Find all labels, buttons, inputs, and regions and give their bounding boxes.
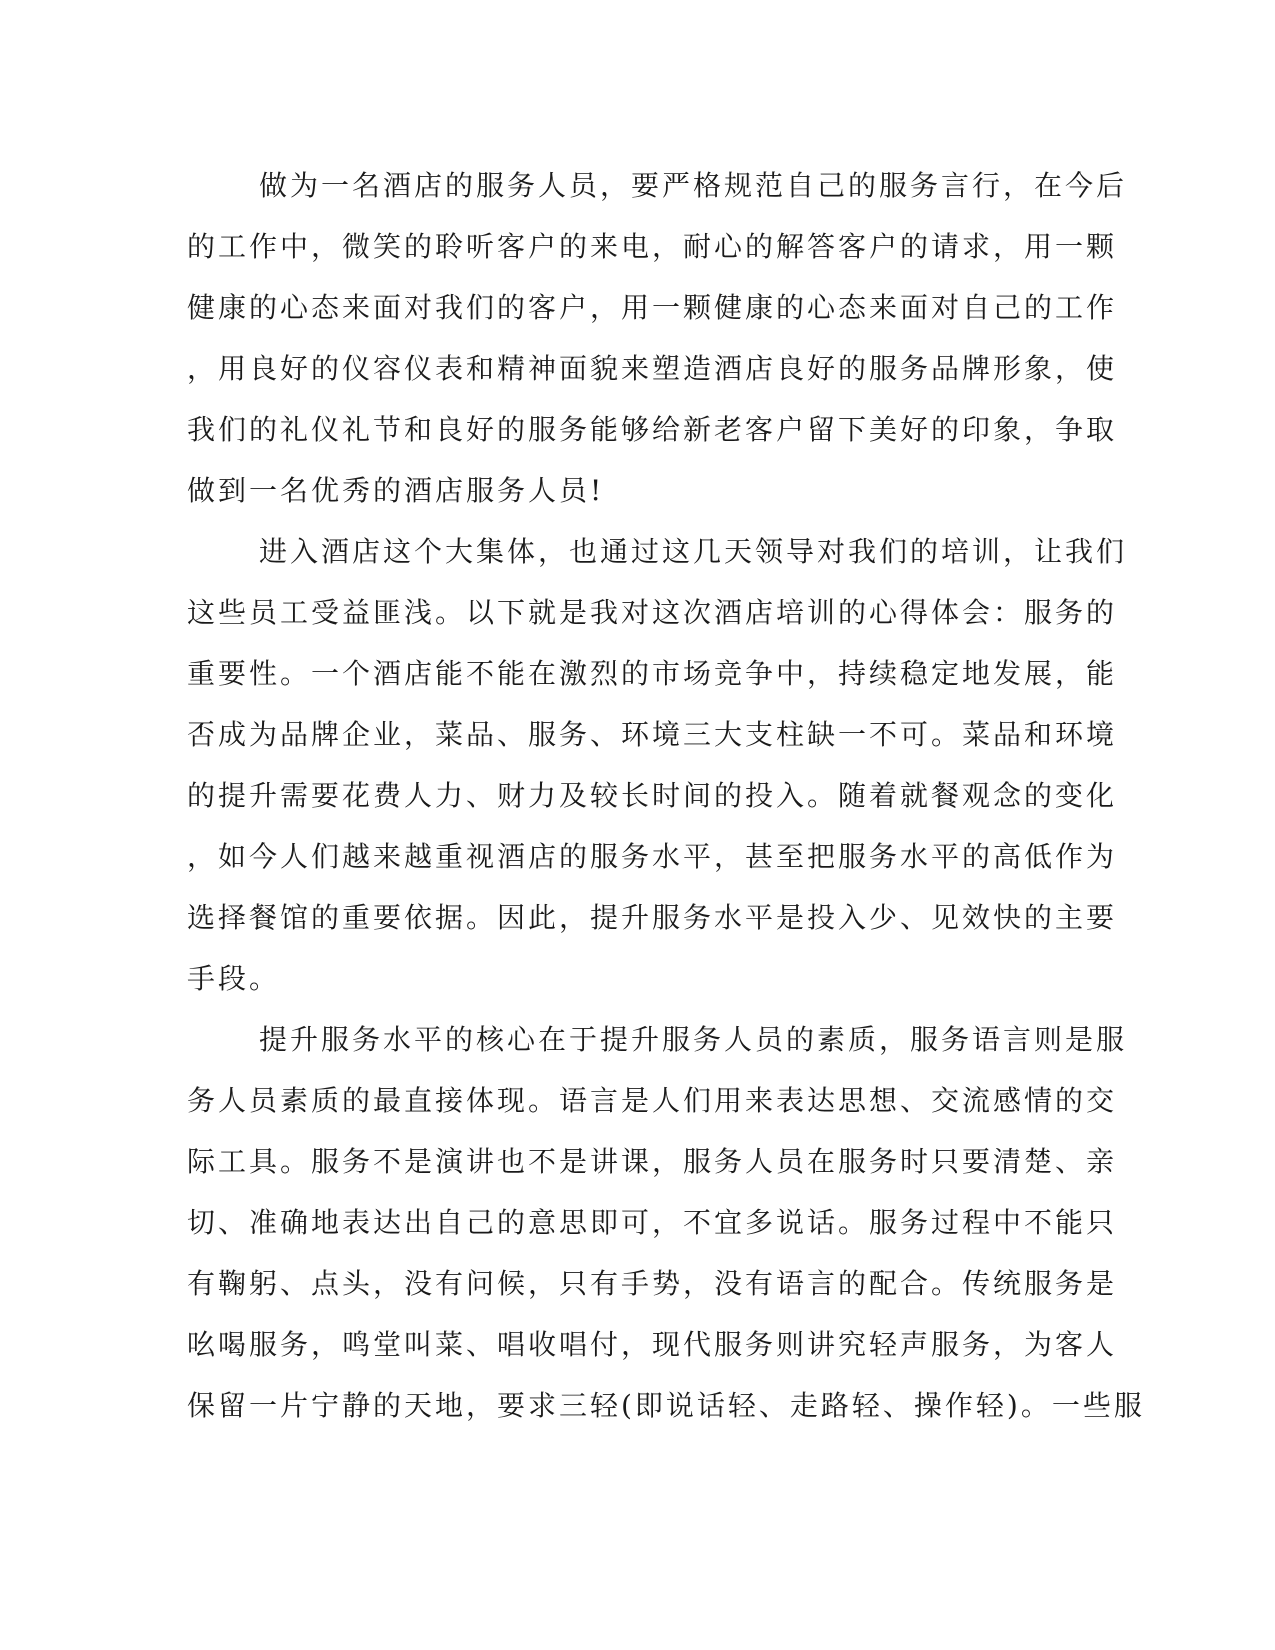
- text-line: 有鞠躬、点头，没有问候，只有手势，没有语言的配合。传统服务是: [187, 1267, 1118, 1300]
- text-line: 提升服务水平的核心在于提升服务人员的素质，服务语言则是服: [259, 1023, 1128, 1056]
- paragraph-1: [187, 155, 1128, 521]
- document-page: [187, 155, 1145, 1436]
- text-line: 选择餐馆的重要依据。因此，提升服务水平是投入少、见效快的主要: [187, 901, 1118, 934]
- text-line: 切、准确地表达出自己的意思即可，不宜多说话。服务过程中不能只: [187, 1206, 1118, 1239]
- text-line: 务人员素质的最直接体现。语言是人们用来表达思想、交流感情的交: [187, 1084, 1118, 1117]
- text-line: 的提升需要花费人力、财力及较长时间的投入。随着就餐观念的变化: [187, 779, 1118, 812]
- text-line: 做到一名优秀的酒店服务人员!: [187, 474, 605, 507]
- text-line: 这些员工受益匪浅。以下就是我对这次酒店培训的心得体会：服务的: [187, 596, 1118, 629]
- text-line: 保留一片宁静的天地，要求三轻(即说话轻、走路轻、操作轻)。一些服: [187, 1389, 1145, 1422]
- text-line: 际工具。服务不是演讲也不是讲课，服务人员在服务时只要清楚、亲: [187, 1145, 1118, 1178]
- text-line: ，用良好的仪容仪表和精神面貌来塑造酒店良好的服务品牌形象，使: [187, 352, 1118, 385]
- text-line: 进入酒店这个大集体，也通过这几天领导对我们的培训，让我们: [259, 535, 1128, 568]
- text-line: 做为一名酒店的服务人员，要严格规范自己的服务言行，在今后: [259, 169, 1128, 202]
- text-line: 健康的心态来面对我们的客户，用一颗健康的心态来面对自己的工作: [187, 291, 1118, 324]
- text-line: 重要性。一个酒店能不能在激烈的市场竞争中，持续稳定地发展，能: [187, 657, 1118, 690]
- text-line: 否成为品牌企业，菜品、服务、环境三大支柱缺一不可。菜品和环境: [187, 718, 1118, 751]
- text-line: 手段。: [187, 962, 281, 995]
- text-line: 吆喝服务，鸣堂叫菜、唱收唱付，现代服务则讲究轻声服务，为客人: [187, 1328, 1118, 1361]
- text-line: ，如今人们越来越重视酒店的服务水平，甚至把服务水平的高低作为: [187, 840, 1118, 873]
- text-line: 的工作中，微笑的聆听客户的来电，耐心的解答客户的请求，用一颗: [187, 230, 1118, 263]
- text-line: 我们的礼仪礼节和良好的服务能够给新老客户留下美好的印象，争取: [187, 413, 1118, 446]
- paragraph-3: [187, 1009, 1145, 1436]
- paragraph-2: [187, 521, 1128, 1009]
